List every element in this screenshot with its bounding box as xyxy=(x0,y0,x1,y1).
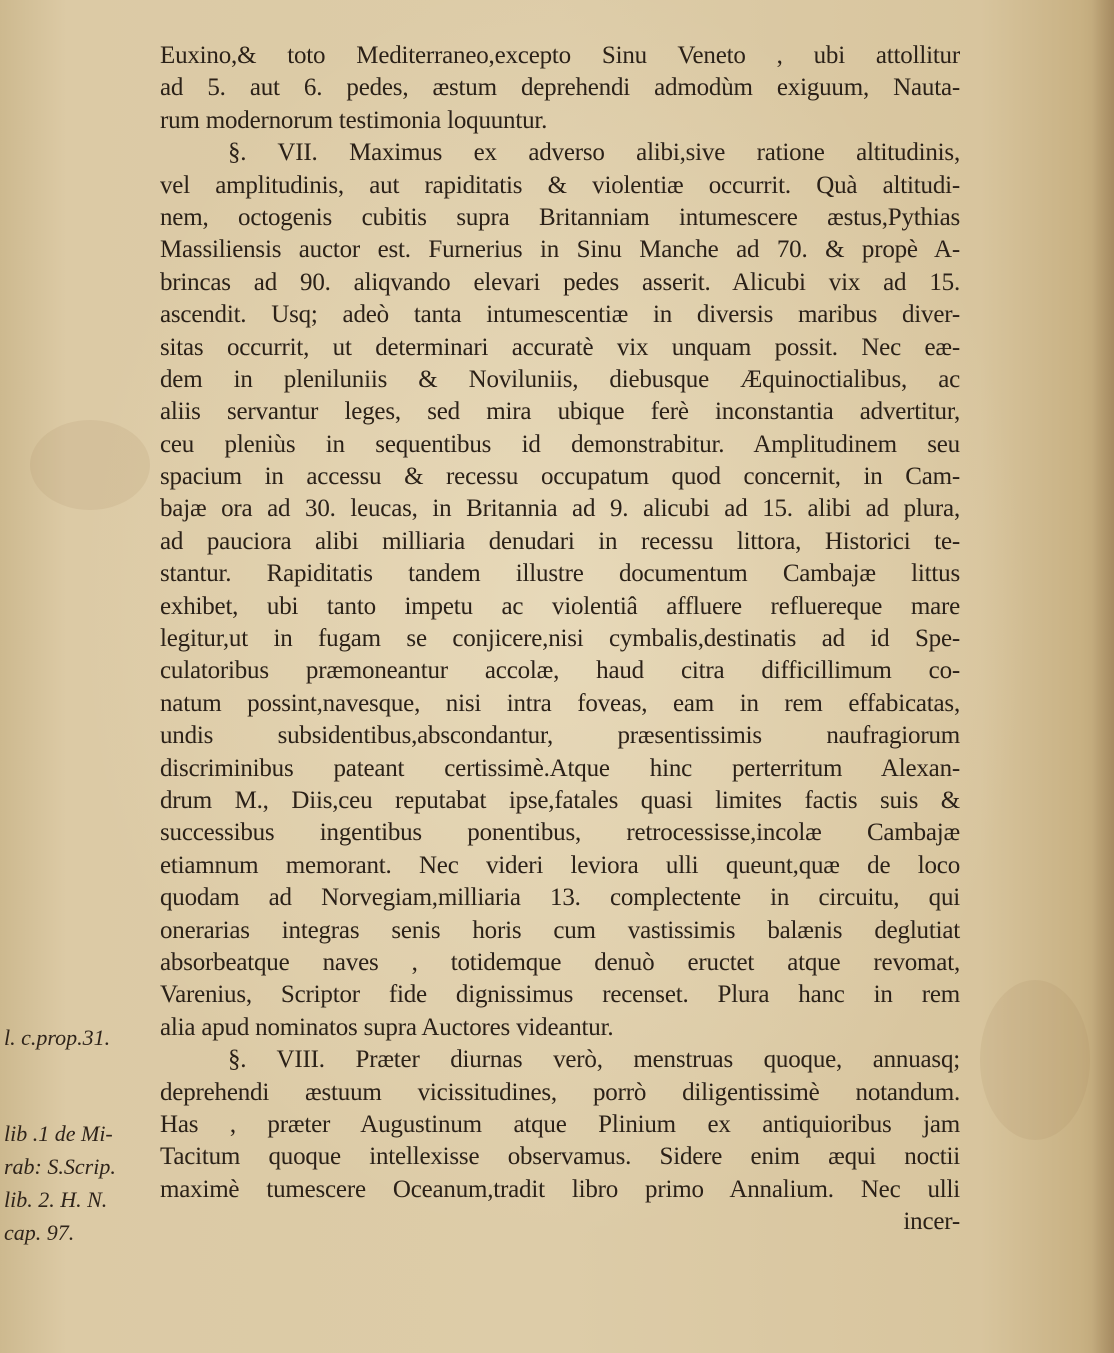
margin-note-reference: lib .1 de Mi- xyxy=(4,1121,113,1146)
main-text xyxy=(160,40,960,1238)
text-line: Massiliensis auctor est. Furnerius in Sinu Manche ad 70. & propè A- xyxy=(160,236,960,264)
text-line: successibus ingentibus ponentibus, retrocessisse,incolæ Cambajæ xyxy=(160,819,960,847)
text-line: legitur,ut in fugam se conjicere,nisi cymbalis,destinatis ad id Spe- xyxy=(160,625,960,653)
text-line: Has , præter Augustinum atque Plinium ex antiquioribus jam xyxy=(160,1110,960,1138)
text-line: stantur. Rapiditatis tandem illustre documentum Cambajæ littus xyxy=(160,560,960,588)
text-line: drum M., Diis,ceu reputabat ipse,fatales quasi limites factis suis & xyxy=(160,786,960,814)
text-line: quodam ad Norvegiam,milliaria 13. complectente in circuitu, qui xyxy=(160,884,960,912)
paper-stain xyxy=(30,420,150,510)
text-line: alia apud nominatos supra Auctores videantur. xyxy=(160,1013,614,1041)
margin-note-reference: lib. 2. H. N. xyxy=(4,1187,108,1212)
page-edge-shadow xyxy=(1092,0,1114,1353)
text-line: maximè tumescere Oceanum,tradit libro primo Annalium. Nec ulli xyxy=(160,1175,960,1203)
margin-note-reference: l. c.prop.31. xyxy=(4,1025,111,1050)
paper-stain xyxy=(980,980,1090,1140)
text-line: sitas occurrit, ut determinari accuratè vix unquam possit. Nec eæ- xyxy=(160,333,960,361)
text-line: natum possint,navesque, nisi intra foveas, eam in rem effabicatas, xyxy=(160,689,960,717)
margin-note-reference: cap. 97. xyxy=(4,1220,75,1245)
text-line: rum modernorum testimonia loquuntur. xyxy=(160,106,548,134)
text-line: nem, octogenis cubitis supra Britanniam intumescere æstus,Pythias xyxy=(160,203,960,231)
text-line: culatoribus præmoneantur accolæ, haud citra difficillimum co- xyxy=(160,657,960,685)
text-line: vel amplitudinis, aut rapiditatis & violentiæ occurrit. Quà altitudi- xyxy=(160,171,960,199)
text-line: undis subsidentibus,abscondantur, præsentissimis naufragiorum xyxy=(160,722,960,750)
text-line: ascendit. Usq; adeò tanta intumescentiæ in diversis maribus diver- xyxy=(160,301,960,329)
text-line: onerarias integras senis horis cum vastissimis balænis deglutiat xyxy=(160,916,960,944)
text-line: spacium in accessu & recessu occupatum quod concernit, in Cam- xyxy=(160,463,960,491)
text-line: discriminibus pateant certissimè.Atque hinc perterritum Alexan- xyxy=(160,754,960,782)
text-line: bajæ ora ad 30. leucas, in Britannia ad 9. alicubi ad 15. alibi ad plura, xyxy=(160,495,960,523)
text-line: deprehendi æstuum vicissitudines, porrò diligentissimè notandum. xyxy=(160,1078,960,1106)
text-line: etiamnum memorant. Nec videri leviora ulli queunt,quæ de loco xyxy=(160,851,960,879)
text-line: Euxino,& toto Mediterraneo,excepto Sinu Veneto , ubi attollitur xyxy=(160,42,960,69)
margin-note-reference: rab: S.Scrip. xyxy=(4,1154,116,1179)
text-line: absorbeatque naves , totidemque denuò eructet atque revomat, xyxy=(160,948,960,976)
text-line: brincas ad 90. aliqvando elevari pedes asserit. Alicubi vix ad 15. xyxy=(160,268,960,296)
text-line: ad 5. aut 6. pedes, æstum deprehendi admodùm exiguum, Nauta- xyxy=(160,74,960,102)
section-heading-line: §. VIII. Præter diurnas verò, menstruas quoque, annuasq; xyxy=(228,1046,960,1074)
text-line: ceu pleniùs in sequentibus id demonstrabitur. Amplitudinem seu xyxy=(160,430,960,458)
section-heading-line: §. VII. Maximus ex adverso alibi,sive ratione altitudinis, xyxy=(228,139,960,167)
text-line: ad pauciora alibi milliaria denudari in recessu littora, Historici te- xyxy=(160,527,960,555)
text-line: Varenius, Scriptor fide dignissimus recenset. Plura hanc in rem xyxy=(160,981,960,1009)
text-line: exhibet, ubi tanto impetu ac violentiâ affluere refluereque mare xyxy=(160,592,960,620)
text-line: aliis servantur leges, sed mira ubique ferè inconstantia advertitur, xyxy=(160,398,960,426)
text-line: Tacitum quoque intellexisse observamus. Sidere enim æqui noctii xyxy=(160,1143,960,1171)
text-line: dem in pleniluniis & Noviluniis, diebusque Æquinoctialibus, ac xyxy=(160,365,960,393)
catchword: incer- xyxy=(903,1208,960,1236)
